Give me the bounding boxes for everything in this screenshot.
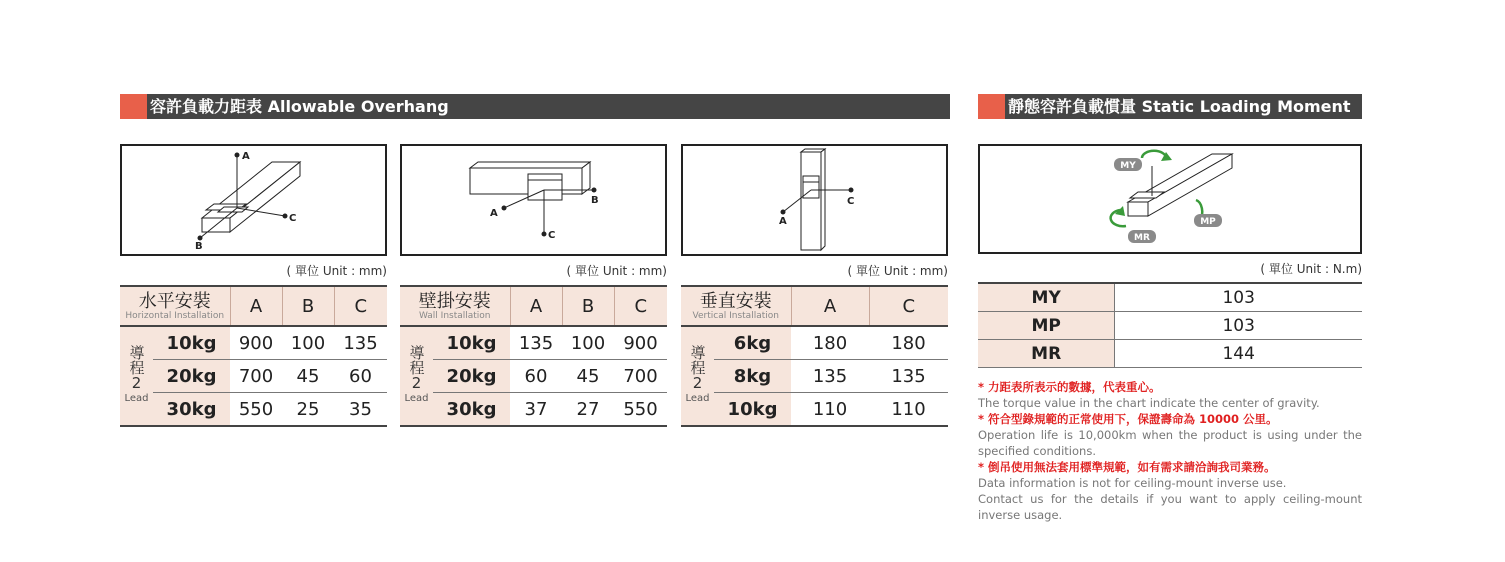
moment-key: MP — [978, 312, 1115, 340]
moment-key: MR — [978, 340, 1115, 368]
header-accent — [120, 94, 147, 119]
weight-cell: 30kg — [433, 393, 510, 427]
moment-value: 103 — [1115, 312, 1362, 340]
moment-value: 103 — [1115, 283, 1362, 312]
label-b: B — [591, 195, 599, 206]
diagram-wall — [400, 144, 667, 256]
column-header: B — [562, 286, 614, 326]
weight-cell: 6kg — [714, 326, 791, 360]
table-title: 水平安裝 Horizontal Installation — [120, 286, 230, 326]
value-cell: 550 — [230, 393, 282, 427]
note-en: Contact us for the details if you want to apply ceiling-mount inverse usage. — [978, 492, 1362, 522]
value-cell: 45 — [562, 360, 614, 393]
column-header: A — [791, 286, 869, 326]
value-cell: 135 — [869, 360, 948, 393]
value-cell: 110 — [791, 393, 869, 427]
weight-cell: 10kg — [433, 326, 510, 360]
label-a: A — [490, 208, 498, 219]
label-a: A — [779, 216, 787, 227]
value-cell: 45 — [282, 360, 334, 393]
value-cell: 135 — [334, 326, 387, 360]
value-cell: 110 — [869, 393, 948, 427]
value-cell: 180 — [791, 326, 869, 360]
column-header: A — [510, 286, 562, 326]
weight-cell: 8kg — [714, 360, 791, 393]
unit-label: ( 單位 Unit : mm) — [286, 264, 387, 278]
weight-cell: 30kg — [153, 393, 230, 427]
note-en: Operation life is 10,000km when the product is using under the specified conditions. — [978, 428, 1362, 458]
horizontal-rail-drawing — [122, 146, 385, 254]
value-cell: 700 — [614, 360, 667, 393]
table-vertical — [681, 285, 948, 427]
value-cell: 60 — [510, 360, 562, 393]
table-title: 壁掛安裝 Wall Installation — [400, 286, 510, 326]
moment-value: 144 — [1115, 340, 1362, 368]
lead-label: 導程2 Lead — [400, 326, 433, 426]
unit-label: ( 單位 Unit : mm) — [847, 264, 948, 278]
diagram-vertical — [681, 144, 948, 256]
value-cell: 100 — [282, 326, 334, 360]
overhang-header — [120, 94, 950, 119]
label-my: MY — [1120, 161, 1136, 171]
value-cell: 37 — [510, 393, 562, 427]
my-rotation-icon — [1142, 151, 1166, 158]
lead-label: 導程2 Lead — [681, 326, 714, 426]
value-cell: 100 — [562, 326, 614, 360]
column-header: C — [614, 286, 667, 326]
unit-label: ( 單位 Unit : mm) — [566, 264, 667, 278]
lead-label: 導程2 Lead — [120, 326, 153, 426]
moment-title: 靜態容許負載慣量 Static Loading Moment — [1008, 97, 1351, 116]
wall-rail-drawing — [402, 146, 665, 254]
table-horizontal — [120, 285, 387, 427]
header-accent — [978, 94, 1005, 119]
note-en: The torque value in the chart indicate the center of gravity. — [978, 396, 1320, 410]
overhang-title: 容許負載力距表 Allowable Overhang — [150, 97, 449, 116]
weight-cell: 10kg — [714, 393, 791, 427]
label-c: C — [289, 213, 297, 224]
label-c: C — [847, 196, 855, 207]
value-cell: 25 — [282, 393, 334, 427]
value-cell: 135 — [791, 360, 869, 393]
moment-header — [978, 94, 1362, 119]
weight-cell: 20kg — [153, 360, 230, 393]
column-header: B — [282, 286, 334, 326]
moment-table — [978, 282, 1362, 368]
label-mp: MP — [1200, 217, 1216, 227]
note-zh: * 力距表所表示的數據，代表重心。 — [978, 380, 1161, 394]
column-header: C — [334, 286, 387, 326]
label-a: A — [242, 151, 250, 162]
diagram-horizontal — [120, 144, 387, 256]
weight-cell: 20kg — [433, 360, 510, 393]
diagram-moment — [978, 144, 1362, 254]
note-zh: * 符合型錄規範的正常使用下，保證壽命為 10000 公里。 — [978, 412, 1278, 426]
label-mr: MR — [1134, 233, 1150, 243]
moment-key: MY — [978, 283, 1115, 312]
vertical-rail-drawing — [683, 146, 946, 254]
column-header: C — [869, 286, 948, 326]
value-cell: 27 — [562, 393, 614, 427]
note-zh: * 倒吊使用無法套用標準規範，如有需求請洽詢我司業務。 — [978, 460, 1276, 474]
value-cell: 35 — [334, 393, 387, 427]
value-cell: 180 — [869, 326, 948, 360]
value-cell: 135 — [510, 326, 562, 360]
table-wall — [400, 285, 667, 427]
column-header: A — [230, 286, 282, 326]
weight-cell: 10kg — [153, 326, 230, 360]
moment-unit-label: ( 單位 Unit : N.m) — [1260, 262, 1362, 276]
value-cell: 900 — [230, 326, 282, 360]
value-cell: 550 — [614, 393, 667, 427]
label-b: B — [195, 241, 203, 252]
moment-rail-drawing — [980, 146, 1360, 252]
value-cell: 700 — [230, 360, 282, 393]
note-en: Data information is not for ceiling-mount inverse use. — [978, 476, 1287, 490]
value-cell: 900 — [614, 326, 667, 360]
table-title: 垂直安裝 Vertical Installation — [681, 286, 791, 326]
notes — [978, 379, 1362, 523]
label-c: C — [548, 230, 556, 241]
value-cell: 60 — [334, 360, 387, 393]
